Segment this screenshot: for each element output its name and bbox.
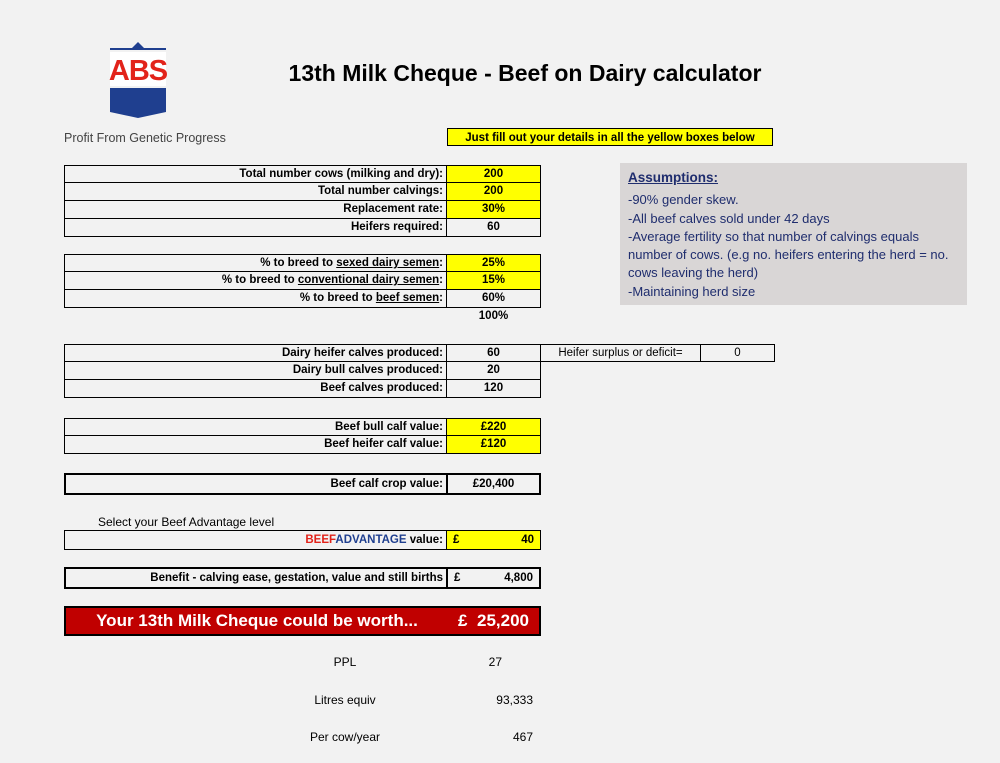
litres-equiv-label: Litres equiv	[314, 693, 376, 707]
beef-heifer-value-row	[64, 436, 541, 454]
litres-equiv-value: 93,333	[496, 693, 533, 707]
beef-calves-value: 120	[483, 382, 504, 394]
total-calvings-input[interactable]: 200	[447, 183, 540, 200]
sexed-semen-input[interactable]: 25%	[447, 255, 540, 271]
per-cow-year-value: 467	[512, 730, 533, 744]
dairy-bull-calves-value: 20	[487, 364, 500, 376]
ppl-label: PPL	[333, 655, 357, 669]
beef-bull-value-label: Beef bull calf value:	[65, 419, 447, 435]
beef-crop-value-row	[64, 473, 541, 495]
beef-crop-value-label: Beef calf crop value:	[66, 475, 448, 493]
beef-bull-value-input[interactable]: £220	[447, 419, 540, 435]
beef-advantage-row	[64, 530, 541, 550]
dairy-heifer-calves-value: 60	[487, 347, 500, 359]
total-cows-row	[64, 165, 541, 183]
tagline: Profit From Genetic Progress	[64, 131, 226, 145]
beef-crop-value: £20,400	[472, 478, 515, 490]
dairy-heifer-calves-row	[64, 344, 541, 362]
result-label: Your 13th Milk Cheque could be worth...	[96, 611, 418, 630]
dairy-bull-calves-label: Dairy bull calves produced:	[65, 362, 447, 379]
heifers-required-label: Heifers required:	[65, 219, 447, 236]
instruction-banner: Just fill out your details in all the yellow boxes below	[447, 128, 773, 146]
logo-text: ABS	[108, 55, 168, 87]
currency-symbol: £	[453, 534, 460, 546]
beef-bull-value-row	[64, 418, 541, 436]
heifer-surplus-value: 0	[700, 344, 775, 362]
conventional-semen-row	[64, 272, 541, 290]
replacement-rate-label: Replacement rate:	[65, 201, 447, 218]
abs-logo	[108, 42, 168, 118]
beef-advantage-label: BEEFADVANTAGE value:	[65, 531, 447, 549]
beef-heifer-value-input[interactable]: £120	[447, 436, 540, 453]
sexed-semen-label: % to breed to sexed dairy semen:	[65, 255, 447, 271]
beef-calves-row	[64, 380, 541, 398]
beef-calves-label: Beef calves produced:	[65, 380, 447, 397]
total-calvings-label: Total number calvings:	[65, 183, 447, 200]
currency-symbol: £	[454, 572, 461, 584]
benefit-value: 4,800	[504, 572, 533, 584]
page-title: 13th Milk Cheque - Beef on Dairy calculator	[288, 60, 762, 86]
benefit-value-cell	[448, 569, 539, 587]
beef-advantage-select-label: Select your Beef Advantage level	[98, 515, 275, 529]
total-cows-label: Total number cows (milking and dry):	[65, 166, 447, 182]
heifers-required-value: 60	[487, 221, 500, 233]
assumption-item: -Average fertility so that number of calvings equals number of cows. (e.g no. heifers entering the herd = no. cows leaving the herd)	[628, 228, 949, 281]
beef-advantage-value: 40	[521, 534, 534, 546]
percent-total: 100%	[478, 310, 509, 322]
replacement-rate-input[interactable]: 30%	[447, 201, 540, 218]
heifer-surplus-label: Heifer surplus or deficit=	[541, 344, 701, 362]
beef-advantage-input[interactable]	[447, 531, 540, 549]
conventional-semen-input[interactable]: 15%	[447, 272, 540, 289]
result-banner	[64, 606, 541, 636]
total-cows-input[interactable]: 200	[447, 166, 540, 182]
assumption-item: -Maintaining herd size	[628, 283, 756, 299]
dairy-bull-calves-row	[64, 362, 541, 380]
beef-semen-label: % to breed to beef semen:	[65, 290, 447, 307]
beef-heifer-value-label: Beef heifer calf value:	[65, 436, 447, 453]
assumption-item: -All beef calves sold under 42 days	[628, 210, 830, 226]
per-cow-year-label: Per cow/year	[309, 730, 381, 744]
result-value-cell	[448, 608, 539, 634]
beef-semen-value: 60%	[481, 292, 506, 304]
conventional-semen-label: % to breed to conventional dairy semen:	[65, 272, 447, 289]
dairy-heifer-calves-label: Dairy heifer calves produced:	[65, 345, 447, 361]
benefit-row	[64, 567, 541, 589]
sexed-semen-row	[64, 254, 541, 272]
replacement-rate-row	[64, 201, 541, 219]
beef-semen-row	[64, 290, 541, 308]
assumptions-box	[620, 163, 967, 305]
assumption-item: -90% gender skew.	[628, 192, 739, 208]
result-value: 25,200	[477, 611, 529, 630]
currency-symbol: £	[458, 611, 468, 630]
ppl-value: 27	[488, 655, 502, 669]
assumptions-heading: Assumptions:	[628, 170, 719, 185]
benefit-label: Benefit - calving ease, gestation, value and still births	[66, 569, 448, 587]
total-calvings-row	[64, 183, 541, 201]
heifers-required-row	[64, 219, 541, 237]
